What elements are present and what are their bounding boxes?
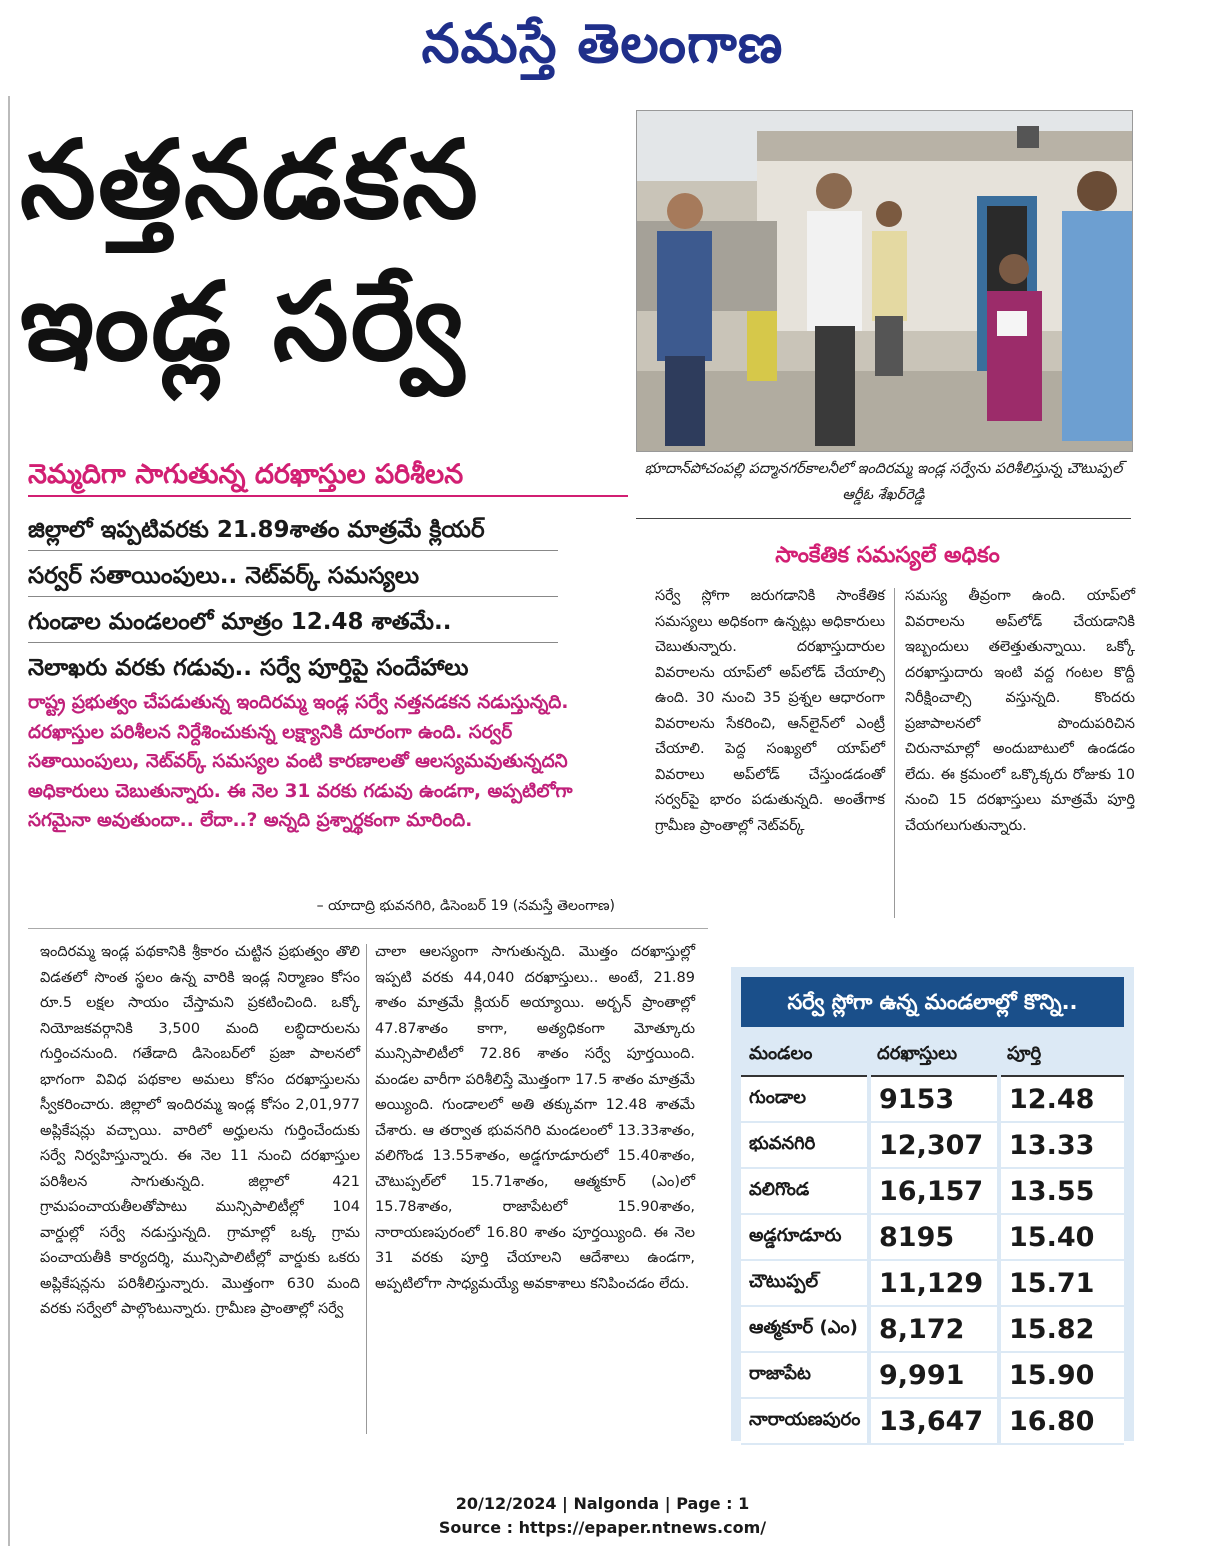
completion-percent: 13.55 bbox=[999, 1168, 1124, 1214]
mandal-name: వలిగొండ bbox=[741, 1168, 869, 1214]
completion-percent: 15.40 bbox=[999, 1214, 1124, 1260]
table-row bbox=[741, 1214, 1124, 1260]
column-rule bbox=[894, 588, 895, 918]
kicker: నెమ్మదిగా సాగుతున్న దరఖాస్తుల పరిశీలన bbox=[28, 455, 628, 497]
completion-percent: 15.82 bbox=[999, 1306, 1124, 1352]
table-row bbox=[741, 1260, 1124, 1306]
mandal-name: గుండాల bbox=[741, 1076, 869, 1122]
headline-line-1: నత్తనడకన bbox=[20, 118, 480, 243]
body-rule bbox=[28, 928, 708, 929]
subhead-4: నెలాఖరు వరకు గడువు.. సర్వే పూర్తిపై సందేహాలు bbox=[28, 655, 469, 681]
application-count: 8,172 bbox=[869, 1306, 999, 1352]
mandal-name: చౌటుప్పల్ bbox=[741, 1260, 869, 1306]
masthead-logo: నమస్తే తెలంగాణ bbox=[421, 11, 784, 75]
table-row bbox=[741, 1076, 1124, 1122]
intro-paragraph: రాష్ట్ర ప్రభుత్వం చేపడుతున్న ఇందిరమ్మ ఇండ్ల సర్వే నత్తనడకన నడుస్తున్నది. దరఖాస్తుల పరిశీలన నిర్దేశించుకున్న లక్ష్యానికి దూరంగా ఉంది. సర్వర్ సతాయింపులు, నెట్‌వర్క్ సమస్యల వంటి కారణాలతో ఆలస్యమవుతున్నదని అధికారులు చెబుతున్నారు. ఈ నెల 31 వరకు గడువు ఉండగా, అప్పటిలోగా సగమైనా అవుతుందా.. లేదా..? అన్నది ప్రశ్నార్థకంగా మారింది. bbox=[28, 692, 573, 831]
headline-line-2: ఇండ్ల సర్వే bbox=[20, 260, 467, 385]
mandal-name: రాజాపేట bbox=[741, 1352, 869, 1398]
table-row bbox=[741, 1352, 1124, 1398]
mandal-table bbox=[741, 1035, 1124, 1445]
mandal-name: అడ్డగూడూరు bbox=[741, 1214, 869, 1260]
left-rule bbox=[8, 96, 10, 1546]
table-row bbox=[741, 1122, 1124, 1168]
footer-edition-info: 20/12/2024 | Nalgonda | Page : 1 bbox=[455, 1494, 750, 1513]
table-row bbox=[741, 1398, 1124, 1444]
mandal-name: నారాయణపురం bbox=[741, 1398, 869, 1444]
application-count: 11,129 bbox=[869, 1260, 999, 1306]
application-count: 16,157 bbox=[869, 1168, 999, 1214]
completion-percent: 15.71 bbox=[999, 1260, 1124, 1306]
news-photo bbox=[636, 110, 1133, 452]
header-mandal: మండలం bbox=[741, 1035, 869, 1076]
application-count: 9153 bbox=[869, 1076, 999, 1122]
body-column-1: ఇందిరమ్మ ఇండ్ల పథకానికి శ్రీకారం చుట్టిన ప్రభుత్వం తొలి విడతలో సొంత స్థలం ఉన్న వారికి ఇండ్ల నిర్మాణం కోసం రూ.5 లక్షల సాయం చేస్తామని ప్రకటించింది. ఒక్కో నియోజకవర్గానికి 3,500 మంది లబ్ధిదారులను గుర్తించనుంది. గతేడాది డిసెంబర్‌లో ప్రజా పాలనలో భాగంగా వివిధ పథకాల అమలు కోసం దరఖాస్తులను స్వీకరించారు. జిల్లాలో ఇందిరమ్మ ఇండ్ల కోసం 2,01,977 అప్లికేషన్లు వచ్చాయి. వారిలో అర్హులను గుర్తించేందుకు సర్వే నిర్వహిస్తున్నారు. ఈ నెల 11 నుంచి దరఖాస్తుల పరిశీలన సాగుతున్నది. జిల్లాలో 421 గ్రామపంచాయతీలతోపాటు మున్సిపాలిటీల్లో 104 వార్డుల్లో సర్వే నడుస్తున్నది. గ్రామాల్లో ఒక్క గ్రామ పంచాయతీకి కార్యదర్శి, మున్సిపాలిటీల్లో వార్డుకు ఒకరు అప్లికేషన్లను పరిశీలిస్తున్నారు. మొత్తంగా 630 మంది వరకు సర్వేలో పాల్గొంటున్నారు. గ్రామీణ ప్రాంతాల్లో సర్వే bbox=[40, 944, 360, 1317]
mandal-name: భువనగిరి bbox=[741, 1122, 869, 1168]
headline bbox=[20, 110, 620, 394]
completion-percent: 16.80 bbox=[999, 1398, 1124, 1444]
header-applications: దరఖాస్తులు bbox=[869, 1035, 999, 1076]
footer-source-link[interactable]: Source : https://epaper.ntnews.com/ bbox=[438, 1518, 767, 1537]
sidebar-column-2: సమస్య తీవ్రంగా ఉంది. యాప్‌లో వివరాలను అప్‌లోడ్ చేయడానికి ఇబ్బందులు తలెత్తుతున్నాయి. ఒక్కో దరఖాస్తుదారు ఇంటి వద్ద గంటల కొద్దీ నిరీక్షించాల్సి వస్తున్నది. కొందరు ప్రజాపాలనలో పొందుపరిచిన చిరునామాల్లో అందుబాటులో ఉండడం లేదు. ఈ క్రమంలో ఒక్కొక్కరు రోజుకు 10 నుంచి 15 దరఖాస్తులు మాత్రమే పూర్తి చేయగలుగుతున్నారు. bbox=[905, 588, 1135, 834]
application-count: 12,307 bbox=[869, 1122, 999, 1168]
header-completed: పూర్తి bbox=[999, 1035, 1124, 1076]
application-count: 13,647 bbox=[869, 1398, 999, 1444]
body-column-2: చాలా ఆలస్యంగా సాగుతున్నది. మొత్తం దరఖాస్తుల్లో ఇప్పటి వరకు 44,040 దరఖాస్తులు.. అంటే, 21.89 శాతం మాత్రమే క్లియర్ అయ్యాయి. అర్బన్ ప్రాంతాల్లో 47.87శాతం కాగా, అత్యధికంగా మోత్కూరు మున్సిపాలిటీలో 72.86 శాతం సర్వే పూర్తయింది. మండల వారీగా పరిశీలిస్తే మొత్తంగా 17.5 శాతం మాత్రమే అయ్యింది. గుండాలలో అతి తక్కువగా 12.48 శాతమే చేశారు. ఆ తర్వాత భువనగిరి మండలంలో 13.33శాతం, వలిగొండ 13.55శాతం, అడ్డగూడూరులో 15.40శాతం, చౌటుప్పల్‌లో 15.71శాతం, ఆత్మకూర్ (ఎం)లో 15.78శాతం, రాజాపేటలో 15.90శాతం, నారాయణపురంలో 16.80 శాతం పూర్తయ్యింది. ఈ నెల 31 వరకు పూర్తి చేయాలని ఆదేశాలు ఉండగా, అప్పటిలోగా సాధ్యమయ్యే అవకాశాలు కనిపించడం లేదు. bbox=[375, 944, 695, 1292]
application-count: 9,991 bbox=[869, 1352, 999, 1398]
subhead-1: జిల్లాలో ఇప్పటివరకు 21.89శాతం మాత్రమే క్లియర్ bbox=[28, 510, 558, 551]
completion-percent: 13.33 bbox=[999, 1122, 1124, 1168]
sidebar-column-1: సర్వే స్లోగా జరుగడానికి సాంకేతిక సమస్యలు అధికంగా ఉన్నట్లు అధికారులు చెబుతున్నారు. దరఖాస్తుదారుల వివరాలను యాప్‌లో అప్‌లోడ్ చేయాల్సి ఉంది. 30 నుంచి 35 ప్రశ్నల ఆధారంగా వివరాలను సేకరించి, ఆన్‌లైన్‌లో ఎంట్రీ చేయాలి. పెద్ద సంఖ్యలో యాప్‌లో వివరాలు అప్‌లోడ్ చేస్తుండడంతో సర్వర్‌పై భారం పడుతున్నది. అంతేగాక గ్రామీణ ప్రాంతాల్లో నెట్‌వర్క్ bbox=[655, 588, 885, 834]
subhead-2: సర్వర్ సతాయింపులు.. నెట్‌వర్క్ సమస్యలు bbox=[28, 556, 558, 597]
subhead-3: గుండాల మండలంలో మాత్రం 12.48 శాతమే.. bbox=[28, 602, 558, 643]
mandal-name: ఆత్మకూర్ (ఎం) bbox=[741, 1306, 869, 1352]
sidebar-heading: సాంకేతిక సమస్యలే అధికం bbox=[775, 543, 1000, 568]
photo-illustration bbox=[637, 111, 1132, 451]
table-row bbox=[741, 1168, 1124, 1214]
completion-percent: 12.48 bbox=[999, 1076, 1124, 1122]
dateline: – యాదాద్రి భువనగిరి, డిసెంబర్ 19 (నమస్తే తెలంగాణ) bbox=[316, 898, 615, 914]
body-column-rule bbox=[366, 944, 367, 1434]
photo-caption: భూదాన్‌పోచంపల్లి పద్మానగర్‌కాలనీలో ఇందిరమ్మ ఇండ్ల సర్వేను పరిశీలిస్తున్న చౌటుప్పల్ ఆర్డీఓ శేఖర్‌రెడ్డి bbox=[636, 456, 1131, 519]
table-title: సర్వే స్లోగా ఉన్న మండలాల్లో కొన్ని.. bbox=[741, 977, 1124, 1027]
table-header-row bbox=[741, 1035, 1124, 1076]
completion-percent: 15.90 bbox=[999, 1352, 1124, 1398]
application-count: 8195 bbox=[869, 1214, 999, 1260]
table-row bbox=[741, 1306, 1124, 1352]
